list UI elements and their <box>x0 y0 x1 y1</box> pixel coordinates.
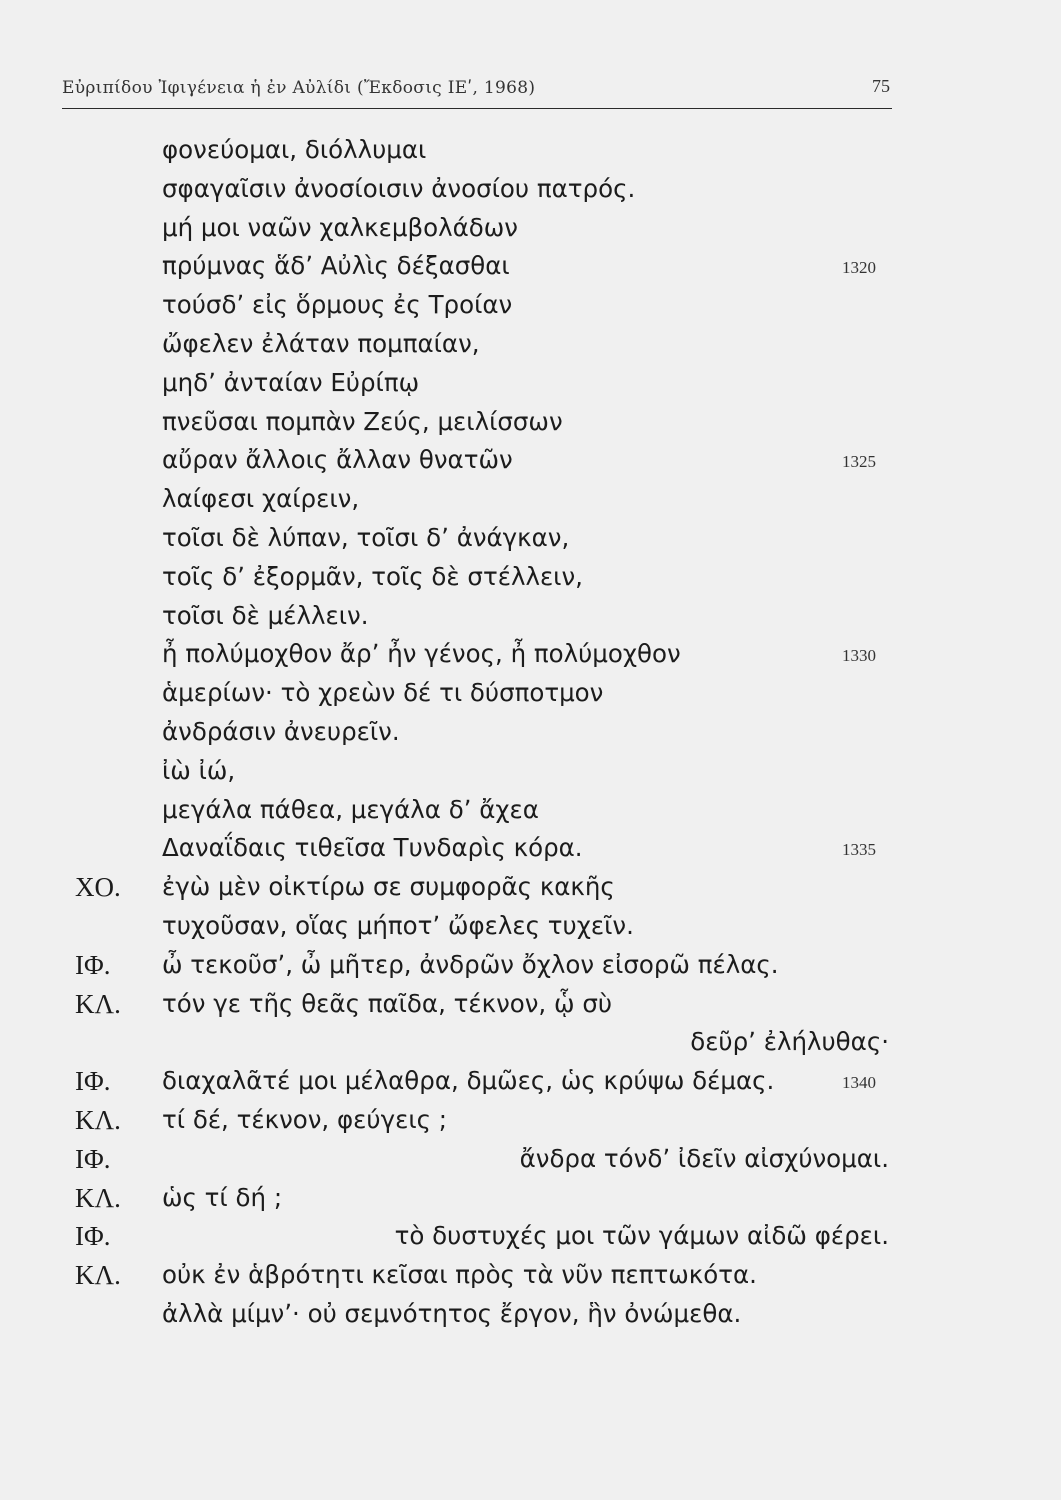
verse-line <box>0 596 1061 636</box>
verse-line <box>0 1139 1061 1179</box>
speaker-label: ΚΛ. <box>75 1260 121 1291</box>
verse-text-line: τοῖς δʼ ἐξορμᾶν, τοῖς δὲ στέλλειν, <box>162 561 583 591</box>
verse-text-line: ὦ τεκοῦσʼ, ὦ μῆτερ, ἀνδρῶν ὄχλον εἰσορῶ πέλας. <box>162 949 779 979</box>
line-number: 1340 <box>842 1073 876 1093</box>
verse-text-line: φονεύομαι, διόλλυμαι <box>162 135 427 164</box>
verse-line <box>0 867 1061 907</box>
verse-text-line: ὡς τί δή ; <box>162 1182 283 1212</box>
verse-text-line: τὸ δυστυχές μοι τῶν γάμων αἰδῶ φέρει. <box>394 1221 889 1251</box>
verse-line <box>0 1216 1061 1256</box>
verse-text-line: ἰὼ ἰώ, <box>162 755 236 785</box>
verse-line <box>0 790 1061 830</box>
verse-line <box>0 324 1061 364</box>
verse-text-line: διαχαλᾶτέ μοι μέλαθρα, δμῶες, ὡς κρύψω δέμας. <box>162 1066 775 1096</box>
verse-line <box>0 673 1061 713</box>
line-number: 1335 <box>842 840 876 860</box>
speaker-label: ΚΛ. <box>75 1182 121 1213</box>
verse-text-line: οὐκ ἐν ἁβρότητι κεῖσαι πρὸς τὰ νῦν πεπτωκότα. <box>162 1260 757 1290</box>
verse-text-line: ὤφελεν ἐλάταν πομπαίαν, <box>162 329 480 358</box>
verse-text-line: τοῖσι δὲ λύπαν, τοῖσι δʼ ἀνάγκαν, <box>162 523 570 552</box>
speaker-label: ΙΦ. <box>75 1221 111 1252</box>
verse-line <box>0 246 1061 286</box>
verse-text-line: ἁμερίων· τὸ χρεὼν δέ τι δύσποτμον <box>162 678 604 708</box>
verse-text-line: μή μοι ναῶν χαλκεμβολάδων <box>162 212 518 242</box>
verse-text-line: ἀλλὰ μίμνʼ· οὐ σεμνότητος ἔργον, ἣν ὀνώμεθα. <box>162 1299 742 1328</box>
verse-text-line: σφαγαῖσιν ἀνοσίοισιν ἀνοσίου πατρός. <box>162 173 636 203</box>
verse-line <box>0 906 1061 946</box>
verse-line <box>0 518 1061 558</box>
line-number: 1325 <box>842 452 876 472</box>
verse-line <box>0 402 1061 442</box>
verse-line <box>0 363 1061 403</box>
verse-text-line: ἄνδρα τόνδʼ ἰδεῖν αἰσχύνομαι. <box>519 1143 889 1173</box>
line-number: 1320 <box>842 258 876 278</box>
verse-line <box>0 169 1061 209</box>
speaker-label: ΙΦ. <box>75 1066 111 1097</box>
verse-text-line: τοῖσι δὲ μέλλειν. <box>162 600 369 630</box>
speaker-label: ΚΛ. <box>75 1105 121 1135</box>
verse-line <box>0 130 1061 170</box>
speaker-label: ΙΦ. <box>75 1143 111 1174</box>
verse-text-line: ἀνδράσιν ἀνευρεῖν. <box>162 717 400 746</box>
verse-line <box>0 1178 1061 1218</box>
verse-line <box>0 479 1061 519</box>
verse-text-line: τυχοῦσαν, οἵας μήποτʼ ὤφελες τυχεῖν. <box>162 911 634 940</box>
running-title: Εὐριπίδου Ἰφιγένεια ἡ ἐν Αὐλίδι (Ἔκδοσις ΙΕʹ, 1968) <box>62 78 536 98</box>
speaker-label: ΚΛ. <box>75 988 121 1019</box>
verse-line <box>0 1061 1061 1101</box>
verse-text-line: μεγάλα πάθεα, μεγάλα δʼ ἄχεα <box>162 794 539 824</box>
verse-line <box>0 945 1061 985</box>
verse-line <box>0 634 1061 674</box>
speaker-label: ΧΟ. <box>75 872 121 903</box>
verse-text-line: αὔραν ἄλλοις ἄλλαν θνατῶν <box>162 445 513 475</box>
verse-text-line: ἦ πολύμοχθον ἄρʼ ἦν γένος, ἦ πολύμοχθον <box>162 639 681 669</box>
verse-line <box>0 1022 1061 1062</box>
verse-text-line: Δαναΐδαις τιθεῖσα Τυνδαρὶς κόρα. <box>162 833 583 863</box>
verse-text-line: ἐγὼ μὲν οἰκτίρω σε συμφορᾶς κακῆς <box>162 872 615 902</box>
page-number: 75 <box>872 76 890 96</box>
verse-text-line: πρύμνας ἅδʼ Αὐλὶς δέξασθαι <box>162 251 510 281</box>
verse-line <box>0 1294 1061 1334</box>
verse-line <box>0 285 1061 325</box>
verse-text-line: πνεῦσαι πομπὰν Ζεύς, μειλίσσων <box>162 406 563 436</box>
verse-line <box>0 984 1061 1024</box>
verse-line <box>0 828 1061 868</box>
verse-text-line: τί δέ, τέκνον, φεύγεις ; <box>162 1105 448 1134</box>
verse-text-line: τούσδʼ εἰς ὅρμους ἐς Τροίαν <box>162 290 513 320</box>
verse-text-line: λαίφεσι χαίρειν, <box>162 484 360 514</box>
verse-line <box>0 751 1061 791</box>
verse-line <box>0 1100 1061 1140</box>
verse-line <box>0 557 1061 597</box>
verse-text-line: τόν γε τῆς θεᾶς παῖδα, τέκνον, ᾧ σὺ <box>162 988 613 1018</box>
speaker-label: ΙΦ. <box>75 949 111 980</box>
verse-line <box>0 1255 1061 1295</box>
verse-line <box>0 712 1061 752</box>
verse-line <box>0 440 1061 480</box>
verse-text-line: μηδʼ ἀνταίαν Εὐρίπῳ <box>162 367 420 397</box>
verse-line <box>0 208 1061 248</box>
line-number: 1330 <box>842 646 876 666</box>
verse-text-line: δεῦρʼ ἐλήλυθας· <box>690 1027 889 1057</box>
